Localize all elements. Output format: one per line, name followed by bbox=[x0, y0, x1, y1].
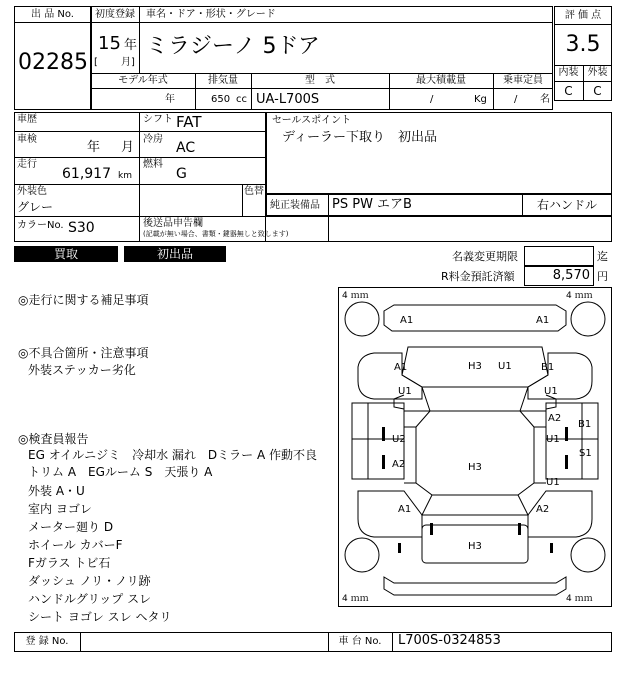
damage-mark: A2 bbox=[536, 504, 550, 515]
driving-notes-title: ◎走行に関する補足事項 bbox=[18, 293, 149, 307]
damage-mark: U1 bbox=[498, 361, 512, 372]
model-type-label: 型 式 bbox=[305, 75, 335, 86]
shift-value: FAT bbox=[176, 113, 202, 131]
grade-label: 評 価 点 bbox=[564, 10, 602, 21]
model-year-label: モデル年式 bbox=[118, 75, 168, 86]
inspector-line: 室内 ヨゴレ bbox=[28, 502, 92, 516]
year-unit: 年 bbox=[124, 38, 138, 53]
capacity-label: 乗車定員 bbox=[503, 75, 543, 86]
recycle-value: 8,570 bbox=[552, 268, 590, 283]
damage-mark: B1 bbox=[578, 419, 592, 430]
inspector-title: ◎検査員報告 bbox=[18, 432, 89, 446]
fuel-value: G bbox=[176, 166, 187, 182]
corner-label-tr: 4 ｍｍ bbox=[566, 291, 593, 301]
damage-mark: U1 bbox=[546, 477, 560, 488]
damage-mark: U1 bbox=[544, 386, 558, 397]
first-registration-label: 初度登録 bbox=[95, 9, 135, 20]
post-delivery-note: (記載が無い場合、書類・鍵器無しと致します) bbox=[143, 230, 289, 238]
max-load-value: / bbox=[430, 94, 434, 105]
displacement-value: 650 bbox=[211, 94, 231, 105]
exterior-grade: C bbox=[593, 84, 602, 98]
sales-point-text: ディーラー下取り 初出品 bbox=[282, 130, 437, 145]
damage-mark: U1 bbox=[546, 434, 560, 445]
footer-table bbox=[14, 632, 612, 652]
corner-label-tl: 4 ｍｍ bbox=[342, 291, 369, 301]
inspector-line: Fガラス トビ石 bbox=[28, 556, 111, 570]
damage-mark: U1 bbox=[398, 386, 412, 397]
equipment-label: 純正装備品 bbox=[270, 200, 320, 211]
name-change-box bbox=[524, 246, 594, 266]
left-rear-fender bbox=[358, 491, 422, 537]
color-label: 外装色 bbox=[17, 186, 47, 197]
damage-mark: A1 bbox=[536, 315, 550, 326]
purchase-badge: 買取 bbox=[14, 246, 118, 262]
roof bbox=[416, 411, 534, 495]
name-change-unit: 迄 bbox=[597, 250, 608, 263]
damage-mark: S1 bbox=[579, 448, 592, 459]
inspector-line: ハンドルグリップ スレ bbox=[28, 592, 152, 606]
mileage-label: 走行 bbox=[17, 159, 37, 170]
color-change-label: 色替 bbox=[244, 186, 264, 197]
damage-mark: A1 bbox=[400, 315, 414, 326]
damage-mark: U2 bbox=[392, 434, 406, 445]
first-registration-year: 15 bbox=[98, 33, 121, 54]
interior-label: 内装 bbox=[558, 67, 579, 78]
recycle-unit: 円 bbox=[597, 270, 608, 283]
wheel-front-right bbox=[571, 302, 605, 336]
inspector-line: メーター廻り D bbox=[28, 520, 114, 534]
color-no-value: S30 bbox=[68, 220, 95, 236]
inspection-year-unit: 年 bbox=[87, 140, 101, 155]
wheel-front-left bbox=[345, 302, 379, 336]
displacement-unit: cc bbox=[236, 94, 247, 105]
model-type: UA-L700S bbox=[256, 92, 320, 107]
damage-mark: A1 bbox=[398, 504, 412, 515]
inspector-line: ホイール カバーF bbox=[28, 538, 123, 552]
damage-mark: H3 bbox=[468, 361, 482, 372]
rear-hatch bbox=[422, 495, 528, 515]
damage-mark: B1 bbox=[541, 362, 555, 373]
car-name-label: 車名・ドア・形状・グレード bbox=[146, 9, 276, 20]
damage-mark: A2 bbox=[548, 413, 562, 424]
history-label: 車歴 bbox=[17, 114, 37, 125]
inspector-line: 外装 A・U bbox=[28, 484, 85, 498]
steering-value: 右ハンドル bbox=[536, 198, 597, 212]
fuel-label: 燃料 bbox=[143, 159, 163, 170]
lot-number-label: 出 品 No. bbox=[31, 9, 74, 20]
mileage-value: 61,917 bbox=[62, 166, 111, 182]
left-front-fender bbox=[358, 353, 422, 399]
aircon-label: 冷房 bbox=[143, 134, 163, 145]
aircon-value: AC bbox=[176, 140, 196, 156]
damage-mark: A1 bbox=[394, 362, 408, 373]
sales-point-label: セールスポイント bbox=[272, 115, 352, 126]
equipment-value: PS PW エアB bbox=[332, 197, 412, 212]
color-value: グレー bbox=[17, 200, 54, 214]
inspection-label: 車検 bbox=[17, 134, 37, 145]
rear-bumper bbox=[384, 577, 566, 595]
wheel-rear-left bbox=[345, 538, 379, 572]
inspector-line: ダッシュ ノリ・ノリ跡 bbox=[28, 574, 151, 588]
car-name: ミラジーノ 5ドア bbox=[146, 34, 320, 59]
damage-mark: H3 bbox=[468, 462, 482, 473]
damage-mark: A2 bbox=[392, 459, 406, 470]
chassis-number: L700S-0324853 bbox=[398, 633, 501, 648]
right-front-fender bbox=[528, 353, 592, 399]
corner-label-bl: 4 ｍｍ bbox=[342, 594, 369, 604]
registration-number-label: 登 録 No. bbox=[25, 636, 69, 647]
chassis-number-label: 車 台 No. bbox=[338, 636, 382, 647]
defects-title: ◎不具合箇所・注意事項 bbox=[18, 346, 149, 360]
capacity-value: / bbox=[514, 94, 518, 105]
left-mirror bbox=[394, 395, 404, 409]
color-no-label: カラーNo. bbox=[17, 220, 64, 231]
damage-mark: H3 bbox=[468, 541, 482, 552]
first-listing-badge: 初出品 bbox=[124, 246, 226, 262]
mileage-unit: km bbox=[118, 171, 132, 181]
exterior-label: 外装 bbox=[587, 67, 608, 78]
inspector-line: EG オイルニジミ 冷却水 漏れ Dミラー A 作動不良 bbox=[28, 448, 317, 462]
max-load-label: 最大積載量 bbox=[416, 75, 466, 86]
defect-line: 外装ステッカー劣化 bbox=[28, 363, 136, 377]
lot-number: 02285 bbox=[18, 50, 88, 75]
inspection-month-unit: 月 bbox=[121, 140, 135, 155]
model-year-unit: 年 bbox=[165, 94, 175, 105]
month-unit: 月] bbox=[121, 57, 135, 68]
max-load-unit: Kg bbox=[474, 94, 487, 105]
interior-grade: C bbox=[564, 84, 573, 98]
inspector-line: トリム A EGルーム S 天張り A bbox=[28, 465, 213, 479]
car-condition-diagram bbox=[338, 287, 612, 607]
displacement-label: 排気量 bbox=[208, 75, 238, 86]
corner-label-br: 4 ｍｍ bbox=[566, 594, 593, 604]
wheel-rear-right bbox=[571, 538, 605, 572]
recycle-label: R料金預託済額 bbox=[441, 270, 515, 283]
capacity-unit: 名 bbox=[540, 94, 550, 105]
post-delivery-label: 後送品申告欄 bbox=[143, 218, 203, 229]
name-change-label: 名義変更期限 bbox=[452, 250, 518, 263]
month-bracket: [ bbox=[94, 57, 98, 68]
right-mirror bbox=[546, 395, 556, 409]
inspector-line: シート ヨゴレ スレ ヘタリ bbox=[28, 610, 172, 624]
shift-label: シフト bbox=[143, 114, 173, 125]
grade-score: 3.5 bbox=[565, 32, 601, 57]
